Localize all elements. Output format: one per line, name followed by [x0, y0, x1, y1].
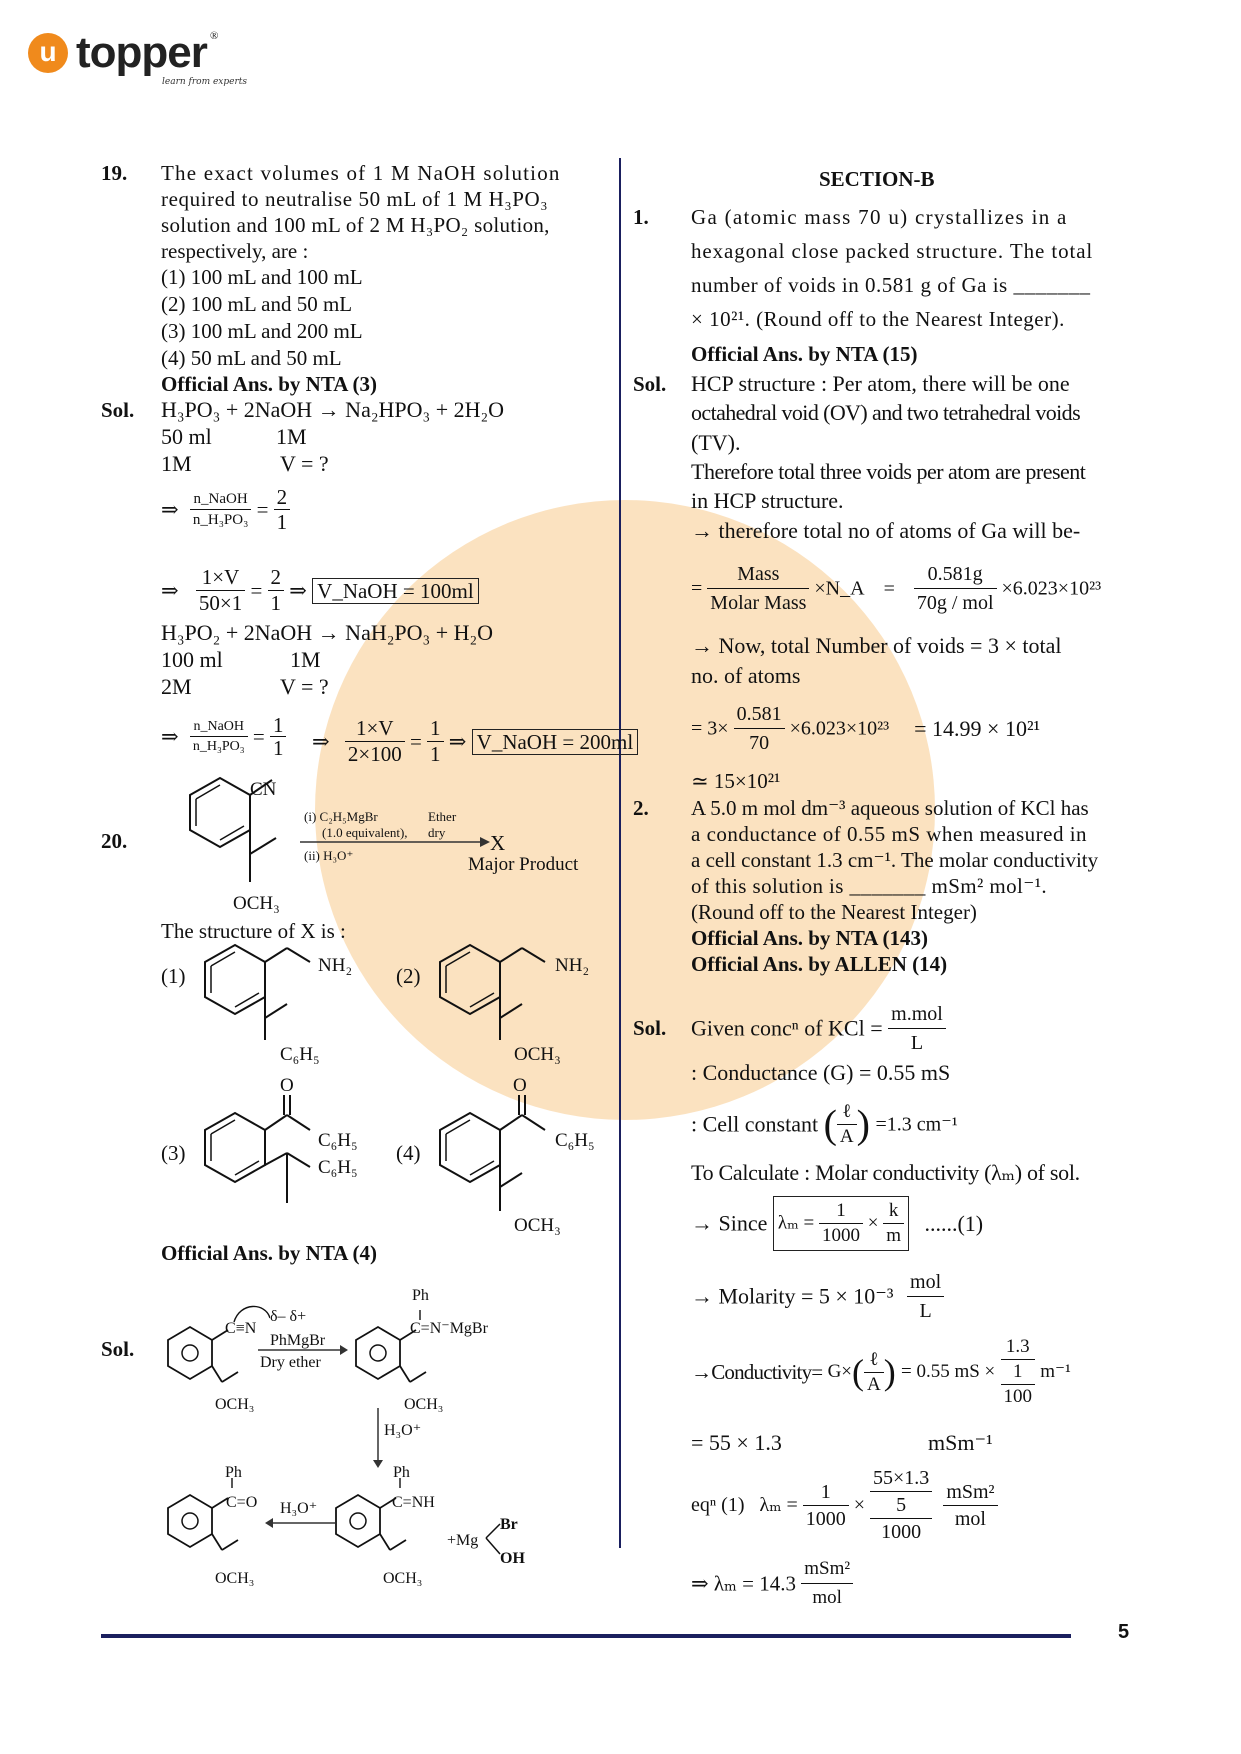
mechanism-step-1 [160, 1300, 270, 1400]
page-number: 5 [1118, 1621, 1130, 1643]
question-text-line: a cell constant 1.3 cm⁻¹. The molar conductivity [691, 848, 1099, 872]
conductivity-unit: mSm⁻¹ [928, 1430, 993, 1455]
question-text-line: Ga (atomic mass 70 u) crystallizes in a [691, 205, 1068, 229]
reagent-label: dry [428, 825, 446, 840]
allen-answer: Official Ans. by ALLEN (14) [691, 952, 948, 976]
question-text-line: number of voids in 0.581 g of Ga is _______ [691, 273, 1091, 297]
conductivity-result: = 55 × 1.3 [691, 1430, 782, 1455]
option-4: (4) 50 mL and 50 mL [161, 346, 342, 370]
solution-line: in HCP structure. [691, 488, 844, 513]
option-4-structure [430, 1095, 560, 1225]
molar-conductivity-formula: → Since λₘ = $\frac{1}{1000}$ × $\frac{k}{m}$ ......(1) [691, 1196, 983, 1251]
solution-line: octahedral void (OV) and two tetrahedral voids [691, 400, 1081, 425]
methoxy-group: OCH₃ [514, 1044, 561, 1065]
question-text-line: required to neutralise 50 mL of 1 M H₃PO₃ [161, 187, 549, 211]
cell-constant-line: : Cell constant ( $\frac{\text{ℓ}}{A}$ ) =1.3 cm⁻¹ [691, 1101, 958, 1147]
mechanism-step-2 [348, 1300, 458, 1400]
conductivity-line: →Conductivity= G×( $\frac{\text{ℓ}}{A}$ ) = 0.55 mS × 1.3 1 100 m⁻¹ [691, 1336, 1071, 1407]
product-label: Major Product [468, 854, 579, 875]
phenyl-group: C₆H₅ [318, 1157, 358, 1178]
solution-line: → Now, total Number of voids = 3 × total [691, 633, 1062, 658]
reaction-quantity: V = ? [280, 451, 329, 476]
option-2: (2) [396, 964, 421, 988]
question-number: 2. [633, 796, 649, 820]
question-text-line: The exact volumes of 1 M NaOH solution [161, 161, 561, 185]
reagent-label: H₃O⁺ [384, 1422, 422, 1439]
question-text-line: The structure of X is : [161, 919, 346, 943]
ketone-label: C=O [226, 1494, 258, 1511]
volume-calc: ⇒ $\frac{1\times V}{2\times 100}$ = $\frac{1}{1}$ ⇒ V_NaOH = 200ml [312, 716, 638, 767]
reaction-arrow-down [372, 1408, 384, 1468]
question-text-line: (Round off to the Nearest Integer) [691, 900, 977, 924]
voids-calc: = 3× $\frac{0.581}{70}$ ×6.023×10²³ = 14.99 × 10²¹ [691, 700, 1040, 757]
nitrile-label: C≡N [225, 1320, 257, 1337]
option-2: (2) 100 mL and 50 mL [161, 292, 353, 316]
solution-line: HCP structure : Per atom, there will be one [691, 371, 1070, 396]
footer-rule [101, 1634, 1071, 1638]
reaction-quantity: 1M [276, 424, 307, 449]
reaction-equation: H₃PO₂ + 2NaOH → NaH₂PO₃ + H₂O [161, 620, 494, 645]
product-symbol: X [490, 831, 506, 855]
atoms-calc: = $\frac{\text{Mass}}{\text{Molar Mass}}$ ×N_A = $\frac{0.581g}{\text{70g / mol}}$ ×6.023×10²³ [691, 560, 1101, 617]
reaction-arrow [258, 1345, 348, 1355]
phenyl-group: Ph [225, 1464, 242, 1481]
reagent-label: (i) C₂H₅MgBr [304, 809, 378, 824]
reagent-label: (1.0 equivalent), [322, 825, 408, 840]
registered-mark: ® [210, 30, 219, 42]
hydroxide-label: OH [500, 1550, 525, 1567]
mechanism-step-3 [328, 1468, 438, 1568]
phenyl-group: C₆H₅ [280, 1044, 320, 1065]
volume-result: V_NaOH = 100ml [312, 578, 479, 604]
mole-ratio: ⇒ $\frac{\text{n\_NaOH}}{\text{n\_H₃PO₃}}$ = $\frac{2}{1}$ [161, 485, 290, 534]
final-result: ⇒ λₘ = 14.3 $\frac{\text{mSm²}}{\text{mol}}$ [691, 1555, 853, 1612]
imine-label: C=NH [392, 1494, 435, 1511]
question-number: 20. [101, 829, 128, 853]
option-4: (4) [396, 1141, 421, 1165]
section-title: SECTION-B [819, 167, 935, 191]
option-1: (1) [161, 964, 186, 988]
option-2-structure [430, 940, 550, 1055]
option-3: (3) 100 mL and 200 mL [161, 319, 363, 343]
reaction-quantity: 100 ml [161, 647, 223, 672]
reagent-label: Dry ether [260, 1354, 321, 1371]
phenyl-group: C₆H₅ [318, 1130, 358, 1151]
option-3: (3) [161, 1141, 186, 1165]
reaction-quantity: 1M [161, 451, 192, 476]
bromide-label: Br [500, 1516, 518, 1533]
methoxy-group: OCH₃ [215, 1570, 255, 1587]
mechanism-step-4 [160, 1468, 270, 1568]
reaction-quantity: V = ? [280, 674, 329, 699]
official-answer: Official Ans. by NTA (4) [161, 1241, 378, 1265]
question-number: 1. [633, 205, 649, 229]
official-answer: Official Ans. by NTA (143) [691, 926, 929, 950]
methoxy-group: OCH₃ [404, 1396, 444, 1413]
carbonyl-oxygen: O [513, 1075, 527, 1096]
column-divider [619, 158, 621, 1548]
methoxy-group: OCH₃ [514, 1215, 561, 1236]
brand-tagline: learn from experts [162, 77, 248, 87]
solution-label: Sol. [633, 1016, 667, 1040]
brand-name: topper [76, 28, 207, 77]
imine-salt-label: C=N⁻MgBr [410, 1320, 488, 1337]
solution-label: Sol. [101, 398, 135, 422]
official-answer: Official Ans. by NTA (15) [691, 342, 918, 366]
question-text-line: solution and 100 mL of 2 M H₃PO₂ solution, [161, 213, 550, 237]
magnesium-salt: +Mg [447, 1532, 479, 1549]
reaction-quantity: 50 ml [161, 424, 212, 449]
reaction-quantity: 2M [161, 674, 192, 699]
solution-line: (TV). [691, 430, 741, 455]
solution-label: Sol. [101, 1337, 135, 1361]
solution-label: Sol. [633, 372, 667, 396]
reagent-label: PhMgBr [270, 1332, 326, 1349]
cyano-group: CN [250, 779, 277, 800]
phenyl-group: Ph [393, 1464, 410, 1481]
mole-ratio: ⇒ $\frac{\text{n\_NaOH}}{\text{n\_H₃PO₃}}$ = $\frac{1}{1}$ [161, 714, 286, 759]
solution-line: no. of atoms [691, 663, 801, 688]
solution-line: Therefore total three voids per atom are present [691, 459, 1086, 484]
reaction-equation: H₃PO₃ + 2NaOH → Na₂HPO₃ + 2H₂O [161, 397, 505, 422]
reagent-label: H₃O⁺ [280, 1500, 318, 1517]
brand-logo-icon: u [28, 33, 68, 73]
amine-group: NH₂ [318, 955, 353, 976]
reactant-structure [150, 770, 300, 910]
carbonyl-oxygen: O [280, 1075, 294, 1096]
option-3-structure [195, 1095, 325, 1215]
phenyl-group: Ph [412, 1287, 429, 1304]
question-text-line: × 10²¹. (Round off to the Nearest Integer). [691, 307, 1065, 331]
volume-calc: ⇒ $\frac{1\times V}{50\times 1}$ = $\frac{2}{1}$ ⇒ V_NaOH = 100ml [161, 565, 479, 616]
option-1: (1) 100 mL and 100 mL [161, 265, 363, 289]
calculate-line: To Calculate : Molar conductivity (λₘ) of sol. [691, 1160, 1080, 1185]
voids-result: ≃ 15×10²¹ [691, 769, 781, 793]
question-text-line: hexagonal close packed structure. The total [691, 239, 1094, 263]
reagent-label: (ii) H₃O⁺ [304, 848, 354, 863]
methoxy-group: OCH₃ [383, 1570, 423, 1587]
question-text-line: of this solution is _______ mSm² mol⁻¹. [691, 874, 1048, 898]
amine-group: NH₂ [555, 955, 590, 976]
reaction-quantity: 1M [290, 647, 321, 672]
option-1-structure [195, 940, 315, 1055]
molarity-line: → Molarity = 5 × 10⁻³ $\frac{\text{mol}}{L}$ [691, 1268, 944, 1325]
reagent-label: Ether [428, 809, 457, 824]
solution-line: → therefore total no of atoms of Ga will be- [691, 518, 1081, 543]
methoxy-group: OCH₃ [215, 1396, 255, 1413]
partial-charges: δ– δ+ [270, 1308, 307, 1325]
question-text-line: A 5.0 m mol dm⁻³ aqueous solution of KCl has [691, 796, 1089, 820]
phenyl-group: C₆H₅ [555, 1130, 595, 1151]
question-text-line: respectively, are : [161, 239, 309, 263]
question-text-line: a conductance of 0.55 mS when measured in [691, 822, 1088, 846]
molar-conductivity-calc: eqⁿ (1) λₘ = $\frac{1}{1000}$ × 55×1.3 5 1000 $\frac{\text{mSm²}}{\text{mol}}$ [691, 1465, 998, 1545]
official-answer: Official Ans. by NTA (3) [161, 372, 378, 396]
methoxy-group: OCH₃ [233, 893, 280, 914]
given-concentration: Given concⁿ of KCl = $\frac{\text{m.mol}}{L}$ [691, 1000, 946, 1057]
volume-result: V_NaOH = 200ml [472, 729, 639, 755]
conductance-line: : Conductance (G) = 0.55 mS [691, 1060, 951, 1085]
question-number: 19. [101, 161, 128, 185]
